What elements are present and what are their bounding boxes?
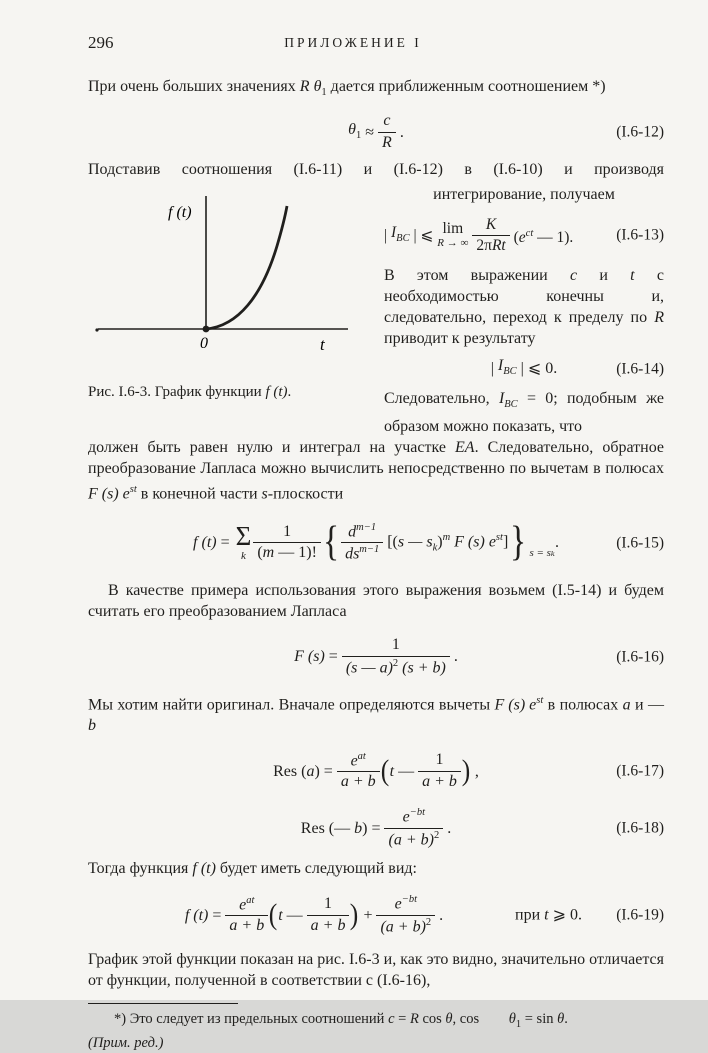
text-token: должен быть равен нулю и интеграл на участке [88,438,456,456]
equation-I6-12 [88,112,664,152]
text-token [376,894,435,936]
text-token [342,657,450,678]
equation-I6-19 [88,889,664,941]
figure-caption [88,382,384,403]
text-token: в конечной части [136,484,262,502]
text-token: | [490,360,498,378]
formula [384,216,573,255]
text-token: e [350,751,358,769]
text-token: = [208,906,226,924]
text-token [337,751,380,792]
text-token: m [442,532,451,544]
text-token: f (t) [184,906,209,924]
text-token: Следовательно, [384,390,499,408]
text-token: (a + b) [380,918,426,936]
equation-number: (I.6-19) [616,906,664,924]
text-token: b [354,819,363,837]
text-token: a [622,696,631,714]
text-token: ( [257,544,263,562]
text-token: { [322,519,340,566]
equation-number: (I.6-18) [616,819,664,837]
text-token: | ⩽ [409,226,438,244]
text-token: + [359,906,377,924]
text-token: Мы хотим найти оригинал. Вначале определяются вычеты [88,696,495,714]
text-token: −bt [401,894,417,905]
text-token: . [554,534,559,552]
footnote-editor-note: (Прим. ред.) [88,1035,164,1052]
text-token: — [394,762,419,780]
text-token: θ [313,78,322,95]
text-token: t [630,267,635,285]
text-token: — [282,906,307,924]
condition [515,905,582,926]
text-token: d [348,523,357,540]
text-token: R [299,78,310,95]
text-token: . [395,123,404,141]
text-token: BC [504,399,518,411]
text-token: = [216,534,234,552]
text-token: В качестве примера использования этого выражения возьмем (I.5-14) и будем считать его преобразованием Лапласа [88,581,664,620]
paragraph-intro [88,76,664,103]
text-token: f (t) [192,860,216,878]
text-token [472,236,509,255]
text-token: K [472,216,509,236]
text-token: ( [380,754,389,788]
text-token [472,216,509,255]
text-token [391,222,410,249]
text-token: В этом выражении [384,267,570,285]
text-token: (a + b) [388,831,434,849]
text-token: | ⩽ 0. [516,360,558,378]
text-token: EA [455,438,475,456]
text-token: R [382,133,392,151]
equation-I6-15 [88,516,664,570]
text-token: k [432,542,438,554]
text-token [376,894,435,916]
text-token: . [449,648,458,666]
text-token [384,829,443,850]
text-token: F (s) e [88,484,130,502]
origin-point [203,326,210,333]
text-token: приводит к результату [384,330,536,348]
text-token: I [498,390,505,408]
text-token: будет иметь следующий вид: [215,860,417,878]
text-token: f (t) [193,534,217,552]
text-token: . [443,819,452,837]
text-token: b [88,717,96,735]
text-token: Рис. I.6-3. График функции [88,384,266,401]
right-column [384,184,664,436]
text-token: s [261,484,268,502]
text-token: и [577,267,631,285]
text-token: c [378,112,396,132]
x-axis-label: t [320,335,325,355]
text-token: = [324,648,342,666]
text-token: ct [525,227,534,239]
text-token [314,76,327,103]
text-token: ⩾ 0. [548,906,582,924]
formula [348,112,404,152]
paragraph-substitute [88,159,664,180]
text-token: -плоскости [267,484,344,502]
text-token: [( [383,533,398,551]
text-token: ≈ [361,123,379,141]
text-token: Rt [491,236,506,254]
text-token: 1 [515,1019,522,1031]
text-token: ) [437,533,443,551]
paragraph-example [88,580,664,622]
text-token: 2 [425,916,432,928]
text-token [341,522,383,544]
text-token [494,690,543,715]
text-token: at [246,894,255,906]
text-token: c [388,1011,395,1028]
equation-number: (I.6-17) [616,762,664,780]
text-token: — 1). [533,228,574,246]
text-token: θ [348,120,357,138]
text-token: st [495,532,503,544]
text-token: } [510,519,527,566]
text-token: Res (— [300,819,355,837]
text-token [225,895,268,917]
paragraph-original [88,690,664,736]
text-token: θ [557,1011,565,1028]
text-token: Это следует из предельных соотношений [129,1011,389,1028]
text-token [88,479,137,504]
footnote-rule [88,1003,238,1004]
text-token [483,1010,521,1034]
equation-number: (I.6-15) [616,534,664,552]
text-token [253,543,321,562]
text-token [378,112,396,152]
formula [185,894,443,936]
text-token: , cos [452,1011,483,1028]
text-token: R → ∞ [437,237,469,250]
text-token: в полюсах [543,696,623,714]
text-token [510,223,574,248]
text-token: c [569,267,578,285]
text-token: a + b [310,916,346,934]
text-token: . [435,906,444,924]
text-token: ] [502,533,509,551]
text-token: e [402,808,410,826]
text-token: BC [503,366,517,378]
text-token: Σ [235,521,252,552]
equation-number: (I.6-14) [616,360,664,378]
text-token [384,807,443,849]
formula [491,355,558,382]
text-token: Подставив соотношения (I.6-11) и (I.6-12) в (I.6-10) и производя [88,161,664,179]
text-token: при [515,906,545,924]
text-token [341,522,383,564]
text-token: = 0; подобным же образом можно показать, что [384,390,665,435]
text-token: −bt [409,807,426,818]
text-token: at [357,750,366,762]
text-token [384,807,443,829]
text-token: 2π [476,236,492,254]
text-token: Res ( [273,762,307,780]
paragraph-consequently [384,388,664,436]
text-token [342,636,450,677]
text-token: ) [461,754,471,788]
text-token [348,119,361,146]
text-token [418,751,461,791]
exponential-curve [206,206,287,329]
text-token: = sin [521,1011,558,1028]
text-token: I [497,357,504,375]
text-token: = [394,1011,410,1028]
origin-label: 0 [200,335,208,353]
text-token [383,527,508,559]
text-token: s — s [397,533,433,551]
text-token: с необходимостью конечны и, следовательно, переход к пределу по [384,267,664,327]
text-token [437,221,468,250]
text-token: a [306,762,315,780]
text-token [337,751,380,773]
text-token: a + b [340,773,376,791]
equation-I6-17 [88,746,664,796]
text-token: 1 [307,895,350,915]
text-token: s = sₖ [529,546,555,559]
text-token: θ [508,1011,516,1028]
text-token: ( [268,898,278,932]
paragraph-graph [88,949,664,991]
formula [294,636,458,677]
text-token: e [394,895,402,913]
text-token: cos [418,1011,446,1028]
text-token [376,916,435,937]
text-token: (s — a) [345,659,393,677]
text-token: 1 [342,636,450,656]
text-token [341,543,383,564]
running-header: ПРИЛОЖЕНИЕ I [284,35,422,50]
text-token: F (s) e [494,696,537,714]
paragraph-then [88,858,664,879]
text-token [499,388,518,415]
equation-I6-13 [384,212,664,258]
text-token: e [518,228,526,246]
text-token: st [536,694,544,706]
text-token [307,895,350,935]
text-token: 2 [433,829,440,841]
text-token: ) = [314,762,337,780]
text-token [498,355,517,382]
text-token: θ [445,1011,453,1028]
equation-I6-16 [88,633,664,681]
page-header [88,32,664,54]
text-token: 1 [356,129,362,141]
y-axis-label: f (t) [168,204,192,222]
text-token: Тогда функция [88,860,193,878]
page-number: 296 [88,33,114,52]
text-token: I [390,223,397,241]
text-token: st [129,483,137,495]
text-token: m−1 [356,521,377,533]
text-token: f (t) [265,384,288,401]
equation-number: (I.6-12) [616,123,664,141]
text-token: *) [114,1011,130,1028]
text-token: lim [442,219,464,237]
text-token: F (s) [294,648,325,666]
paragraph-laplace [88,437,664,504]
text-token: 1 [418,751,461,771]
text-token: ) = [362,819,385,837]
text-token: k [241,550,246,563]
text-token: a + b [229,917,265,935]
text-token: BC [396,232,410,244]
text-token: t [544,906,549,924]
text-token: (s + b) [398,659,446,677]
figure-graph [88,190,366,360]
text-token [225,895,268,936]
text-token: m−1 [359,544,380,556]
equation-number: (I.6-16) [616,648,664,666]
text-token: — 1)! [274,544,317,562]
text-token: | [384,226,391,244]
paragraph-expression [384,265,664,349]
equation-I6-14 [384,355,664,382]
formula [301,807,451,849]
text-token: a + b [422,772,457,790]
footnote-text [88,1010,664,1034]
text-token: R [409,1011,419,1028]
footnote [88,1003,664,1053]
text-token: . [564,1011,568,1028]
text-token: , [470,762,479,780]
text-token: дается приближенным соотношением *) [326,78,606,95]
text-token [253,523,321,563]
text-token: m [262,544,275,562]
equation-I6-18 [88,804,664,852]
formula [273,751,479,792]
text-token: t [278,906,283,924]
figure-block [88,184,384,436]
text-token: ds [345,545,360,563]
axis-left-dot [95,329,98,332]
text-token: . Следовательно, обратное преобразование Лапласа можно вычислить непосредственно по вычетам в полюсах [88,438,665,477]
text-token [236,523,252,562]
text-token: 1 [253,523,321,543]
text-token: e [239,895,247,913]
text-token: F (s) e [450,533,496,551]
formula [193,519,559,566]
two-column-section [88,184,664,436]
text-token: и — [630,696,665,714]
text-token: 2 [392,657,399,669]
column-lead-line: интегрирование, получаем [433,186,615,204]
text-token: При очень больших значениях [88,78,300,95]
text-token: ( [509,228,519,246]
text-token: 1 [321,87,327,99]
text-token [508,519,555,566]
text-token: . [287,384,292,401]
text-token: t [389,762,395,780]
text-token: График этой функции показан на рис. I.6-3 и, как это видно, значительно отличается от функции, полученной в соответствии с (I.6-16), [88,951,664,990]
text-token: R [654,309,664,327]
equation-number: (I.6-13) [616,226,664,244]
text-token: ) [350,898,359,932]
